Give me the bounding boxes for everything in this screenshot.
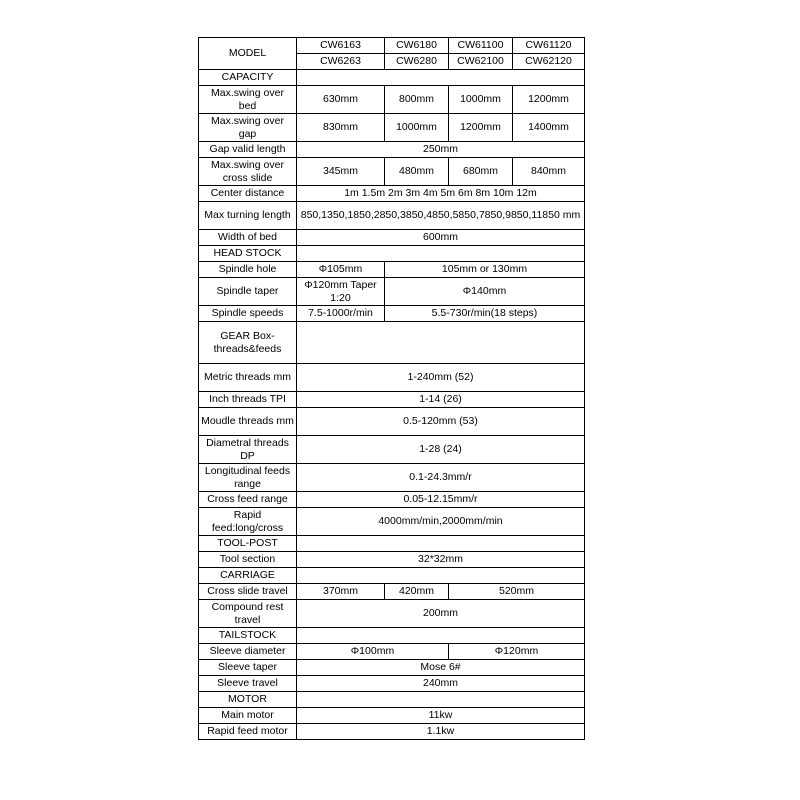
spec-row xyxy=(199,408,585,436)
spec-label: Spindle taper xyxy=(199,278,297,306)
spec-value: 830mm xyxy=(297,114,385,142)
section-heading: GEAR Box-threads&feeds xyxy=(199,322,297,364)
section-heading: CAPACITY xyxy=(199,70,297,86)
section-row xyxy=(199,246,585,262)
spec-value: 105mm or 130mm xyxy=(385,262,585,278)
spec-label: Sleeve taper xyxy=(199,660,297,676)
spec-row xyxy=(199,584,585,600)
model-name: CW61100 xyxy=(449,38,513,54)
spec-row xyxy=(199,186,585,202)
spec-row xyxy=(199,436,585,464)
spec-label: Tool section xyxy=(199,552,297,568)
spec-value: 1400mm xyxy=(513,114,585,142)
spec-value: 0.5-120mm (53) xyxy=(297,408,585,436)
spec-row xyxy=(199,708,585,724)
spec-row xyxy=(199,508,585,536)
spec-value: 680mm xyxy=(449,158,513,186)
spec-value: 4000mm/min,2000mm/min xyxy=(297,508,585,536)
spec-row xyxy=(199,142,585,158)
spec-row xyxy=(199,724,585,740)
spec-row xyxy=(199,644,585,660)
spec-value: 600mm xyxy=(297,230,585,246)
empty-cell xyxy=(297,322,585,364)
model-name: CW62100 xyxy=(449,54,513,70)
model-name: CW6163 xyxy=(297,38,385,54)
spec-label: Main motor xyxy=(199,708,297,724)
spec-value: 200mm xyxy=(297,600,585,628)
empty-cell xyxy=(297,536,585,552)
spec-value: 800mm xyxy=(385,86,449,114)
spec-row xyxy=(199,114,585,142)
spec-value: 11kw xyxy=(297,708,585,724)
section-heading: TOOL-POST xyxy=(199,536,297,552)
spec-row xyxy=(199,86,585,114)
section-row xyxy=(199,70,585,86)
spec-row xyxy=(199,306,585,322)
spec-label: Max.swing over gap xyxy=(199,114,297,142)
spec-value: 1200mm xyxy=(513,86,585,114)
spec-label: Max.swing over cross slide xyxy=(199,158,297,186)
spec-label: Gap valid length xyxy=(199,142,297,158)
spec-row xyxy=(199,676,585,692)
spec-value: 7.5-1000r/min xyxy=(297,306,385,322)
spec-label: Sleeve travel xyxy=(199,676,297,692)
spec-value: 420mm xyxy=(385,584,449,600)
section-heading: HEAD STOCK xyxy=(199,246,297,262)
empty-cell xyxy=(297,692,585,708)
spec-label: Moudle threads mm xyxy=(199,408,297,436)
spec-label: Rapid feed:long/cross xyxy=(199,508,297,536)
model-name: CW6263 xyxy=(297,54,385,70)
spec-value: 1200mm xyxy=(449,114,513,142)
spec-row xyxy=(199,392,585,408)
model-row-1 xyxy=(199,38,585,54)
spec-row xyxy=(199,552,585,568)
spec-value: 32*32mm xyxy=(297,552,585,568)
spec-label: Metric threads mm xyxy=(199,364,297,392)
spec-label: Diametral threads DP xyxy=(199,436,297,464)
spec-label: Max turning length xyxy=(199,202,297,230)
spec-row xyxy=(199,202,585,230)
spec-table xyxy=(198,37,585,740)
spec-label: Compound rest travel xyxy=(199,600,297,628)
empty-cell xyxy=(297,628,585,644)
spec-value: 840mm xyxy=(513,158,585,186)
spec-label: Max.swing over bed xyxy=(199,86,297,114)
spec-value: 1.1kw xyxy=(297,724,585,740)
spec-value: 250mm xyxy=(297,142,585,158)
section-heading: TAILSTOCK xyxy=(199,628,297,644)
spec-label: Width of bed xyxy=(199,230,297,246)
spec-value: 520mm xyxy=(449,584,585,600)
section-heading: CARRIAGE xyxy=(199,568,297,584)
spec-value: 630mm xyxy=(297,86,385,114)
section-heading: MOTOR xyxy=(199,692,297,708)
spec-value: 1m 1.5m 2m 3m 4m 5m 6m 8m 10m 12m xyxy=(297,186,585,202)
spec-label: Spindle speeds xyxy=(199,306,297,322)
empty-cell xyxy=(297,70,585,86)
spec-row xyxy=(199,364,585,392)
spec-label: Rapid feed motor xyxy=(199,724,297,740)
spec-value: 370mm xyxy=(297,584,385,600)
spec-row xyxy=(199,464,585,492)
model-name: CW6180 xyxy=(385,38,449,54)
spec-row xyxy=(199,278,585,306)
spec-row xyxy=(199,262,585,278)
empty-cell xyxy=(297,568,585,584)
model-name: CW62120 xyxy=(513,54,585,70)
spec-label: Center distance xyxy=(199,186,297,202)
spec-row xyxy=(199,230,585,246)
spec-value: 1-14 (26) xyxy=(297,392,585,408)
spec-value: Φ105mm xyxy=(297,262,385,278)
section-row xyxy=(199,568,585,584)
spec-value: 1000mm xyxy=(449,86,513,114)
spec-value: 1-28 (24) xyxy=(297,436,585,464)
spec-row xyxy=(199,158,585,186)
section-row xyxy=(199,536,585,552)
spec-value: Φ140mm xyxy=(385,278,585,306)
spec-value: 0.1-24.3mm/r xyxy=(297,464,585,492)
spec-label: Longitudinal feeds range xyxy=(199,464,297,492)
spec-value: Φ100mm xyxy=(297,644,449,660)
spec-value: 850,1350,1850,2850,3850,4850,5850,7850,9850,11850 mm xyxy=(297,202,585,230)
spec-label: Cross slide travel xyxy=(199,584,297,600)
spec-value: 5.5-730r/min(18 steps) xyxy=(385,306,585,322)
section-row xyxy=(199,322,585,364)
spec-row xyxy=(199,492,585,508)
spec-label: Cross feed range xyxy=(199,492,297,508)
spec-value: Φ120mm Taper 1:20 xyxy=(297,278,385,306)
spec-value: Φ120mm xyxy=(449,644,585,660)
spec-label: Spindle hole xyxy=(199,262,297,278)
spec-value: Mose 6# xyxy=(297,660,585,676)
model-name: CW6280 xyxy=(385,54,449,70)
spec-value: 1-240mm (52) xyxy=(297,364,585,392)
section-row xyxy=(199,628,585,644)
spec-value: 0.05-12.15mm/r xyxy=(297,492,585,508)
spec-label: Inch threads TPI xyxy=(199,392,297,408)
spec-row xyxy=(199,660,585,676)
model-name: CW61120 xyxy=(513,38,585,54)
model-label: MODEL xyxy=(199,38,297,70)
spec-value: 480mm xyxy=(385,158,449,186)
spec-label: Sleeve diameter xyxy=(199,644,297,660)
spec-value: 1000mm xyxy=(385,114,449,142)
spec-value: 345mm xyxy=(297,158,385,186)
spec-row xyxy=(199,600,585,628)
section-row xyxy=(199,692,585,708)
spec-value: 240mm xyxy=(297,676,585,692)
empty-cell xyxy=(297,246,585,262)
